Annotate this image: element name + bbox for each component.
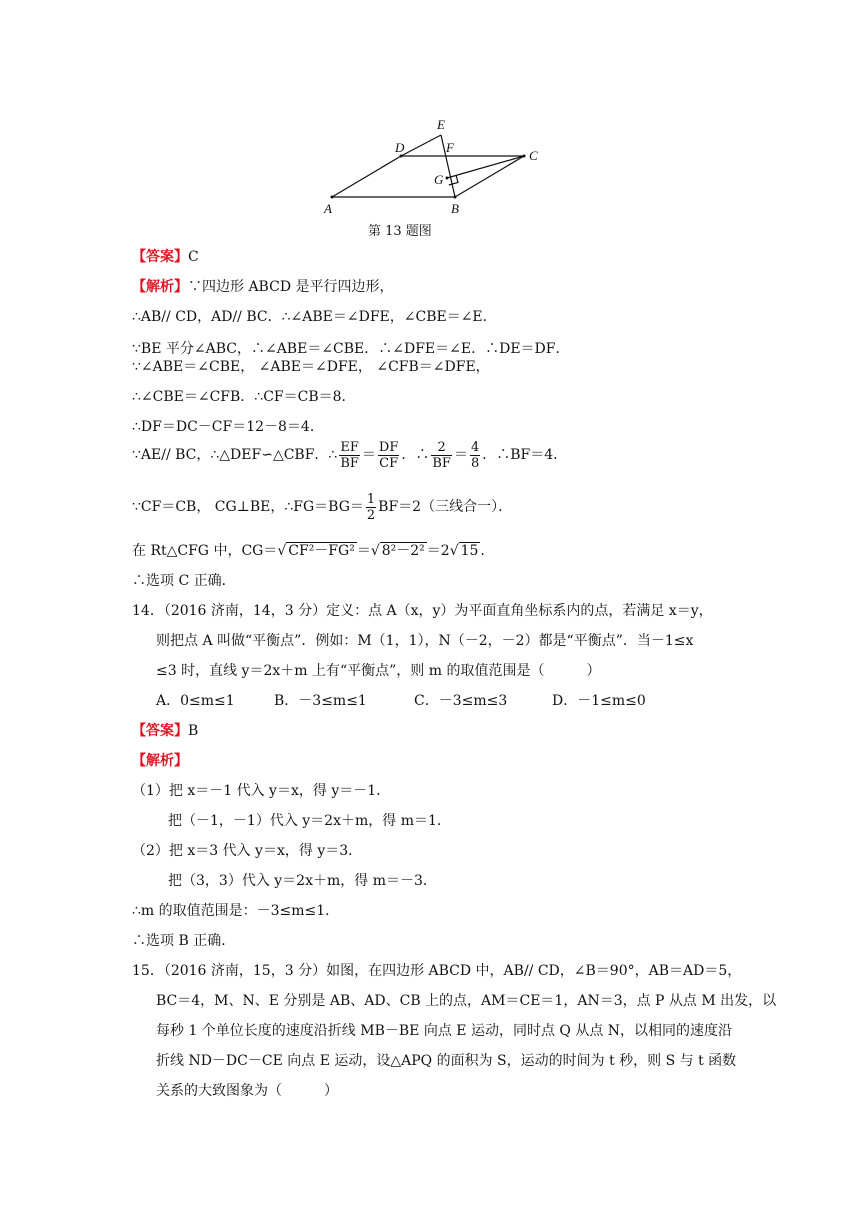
q13-analysis-line-10: ∴选项 C 正确． bbox=[132, 573, 236, 589]
q14-analysis-tag: 【解析】 bbox=[132, 753, 188, 769]
q15-stem-line-3: 每秒 1 个单位长度的速度沿折线 MB－BE 向点 E 运动，同时点 Q 从点 N，以相同的速度沿 bbox=[156, 1023, 733, 1039]
q14-step-4: 把（3，3）代入 y＝2x＋m，得 m＝－3． bbox=[168, 873, 437, 889]
q14-stem-line-2: 则把点 A 叫做“平衡点”．例如：M（1，1），N（－2，－2）都是“平衡点”．当－1≤x bbox=[156, 633, 694, 649]
fraction-4-8: $\frac{4}{8}$ bbox=[470, 439, 480, 471]
analysis-tag: 【解析】 bbox=[132, 279, 188, 295]
fraction-1-2: $\frac{1}{2}$ bbox=[366, 491, 376, 523]
fraction-df-cf: $\frac{DF}{CF}$ bbox=[378, 439, 399, 471]
q15-stem-line-5: 关系的大致图象为（ ） bbox=[156, 1083, 338, 1099]
segment-AD bbox=[332, 156, 401, 197]
q13-answer bbox=[132, 248, 199, 266]
option-c: C．－3≤m≤3 bbox=[414, 693, 508, 709]
q13-analysis-line-2: ∴AB// CD，AD// BC．∴∠ABE＝∠DFE，∠CBE＝∠E． bbox=[132, 309, 497, 325]
label-F: F bbox=[446, 140, 454, 155]
q13-analysis-line-5: ∴∠CBE＝∠CFB．∴CF＝CB＝8． bbox=[132, 389, 356, 405]
option-d: D．－1≤m≤0 bbox=[552, 693, 646, 709]
fraction-2-bf: $\frac{2}{BF}$ bbox=[432, 439, 451, 471]
q13-analysis-line-3: ∵BE 平分∠ABC，∴∠ABE＝∠CBE．∴∠DFE＝∠E．∴DE＝DF． bbox=[132, 341, 570, 357]
q14-stem-line-1: 14．（2016 济南，14，3 分）定义：点 A（x，y）为平面直角坐标系内的点，若满足 x＝y， bbox=[132, 603, 713, 619]
q14-step-3: （2）把 x＝3 代入 y＝x，得 y＝3． bbox=[132, 843, 363, 859]
q13-analysis-line-8: ∵CF＝CB， CG⊥BE，∴FG＝BG＝ $\frac{1}{2}$ BF＝2（三线合一）． bbox=[132, 491, 513, 523]
label-E: E bbox=[437, 117, 445, 132]
q13-analysis-line-9: 在 Rt△CFG 中，CG＝√ CF²－FG² ＝√ 8²－2² ＝2√ 15 ． bbox=[132, 543, 495, 559]
q13-analysis-line-4: ∵∠ABE＝∠CBE， ∠ABE＝∠DFE， ∠CFB＝∠DFE， bbox=[132, 359, 490, 375]
q15-stem-line-2: BC＝4，M、N、E 分别是 AB、AD、CB 上的点，AM＝CE＝1，AN＝3，点 P 从点 M 出发，以 bbox=[156, 993, 777, 1009]
q14-step-2: 把（－1，－1）代入 y＝2x＋m，得 m＝1． bbox=[168, 813, 451, 829]
label-D: D bbox=[395, 140, 405, 155]
option-b: B．－3≤m≤1 bbox=[274, 693, 367, 709]
q14-stem-line-3: ≤3 时，直线 y＝2x＋m 上有“平衡点”，则 m 的取值范围是（ ） bbox=[156, 663, 601, 679]
q15-stem-line-1: 15．（2016 济南，15，3 分）如图，在四边形 ABCD 中，AB// CD，∠B＝90°，AB＝AD＝5， bbox=[132, 963, 742, 979]
q14-answer: 【答案】B bbox=[132, 723, 199, 739]
segment-CG bbox=[447, 156, 524, 178]
q13-analysis-line-1: 【解析】∵四边形 ABCD 是平行四边形， bbox=[132, 279, 394, 295]
fraction-ef-bf: $\frac{EF}{BF}$ bbox=[340, 439, 359, 471]
answer-value: C bbox=[188, 249, 199, 265]
q14-step-6: ∴选项 B 正确． bbox=[132, 933, 236, 949]
q13-analysis-line-6: ∴DF＝DC－CF＝12－8＝4． bbox=[132, 419, 324, 435]
label-G: G bbox=[434, 172, 444, 187]
label-C: C bbox=[529, 148, 538, 163]
segment-BC bbox=[455, 156, 524, 197]
q15-stem-line-4: 折线 ND－DC－CE 向点 E 运动，设△APQ 的面积为 S，运动的时间为 t 秒，则 S 与 t 函数 bbox=[156, 1053, 737, 1069]
figure-caption: 第 13 题图 bbox=[368, 224, 432, 239]
q14-step-1: （1）把 x＝－1 代入 y＝x，得 y＝－1． bbox=[132, 783, 391, 799]
segment-DE bbox=[401, 135, 441, 156]
option-a: A．0≤m≤1 bbox=[156, 693, 235, 709]
label-A: A bbox=[324, 201, 332, 216]
q13-analysis-line-7: ∵AE// BC，∴△DEF∽△CBF．∴ $\frac{EF}{BF}$ ＝ $\frac{DF}{CF}$ ．∴ $\frac{2}{BF}$ ＝ $\frac{4}{8}$ ．∴BF＝4． bbox=[132, 439, 568, 471]
label-B: B bbox=[451, 201, 459, 216]
answer-tag: 【答案】 bbox=[132, 249, 188, 265]
q14-step-5: ∴m 的取值范围是：－3≤m≤1． bbox=[132, 903, 340, 919]
